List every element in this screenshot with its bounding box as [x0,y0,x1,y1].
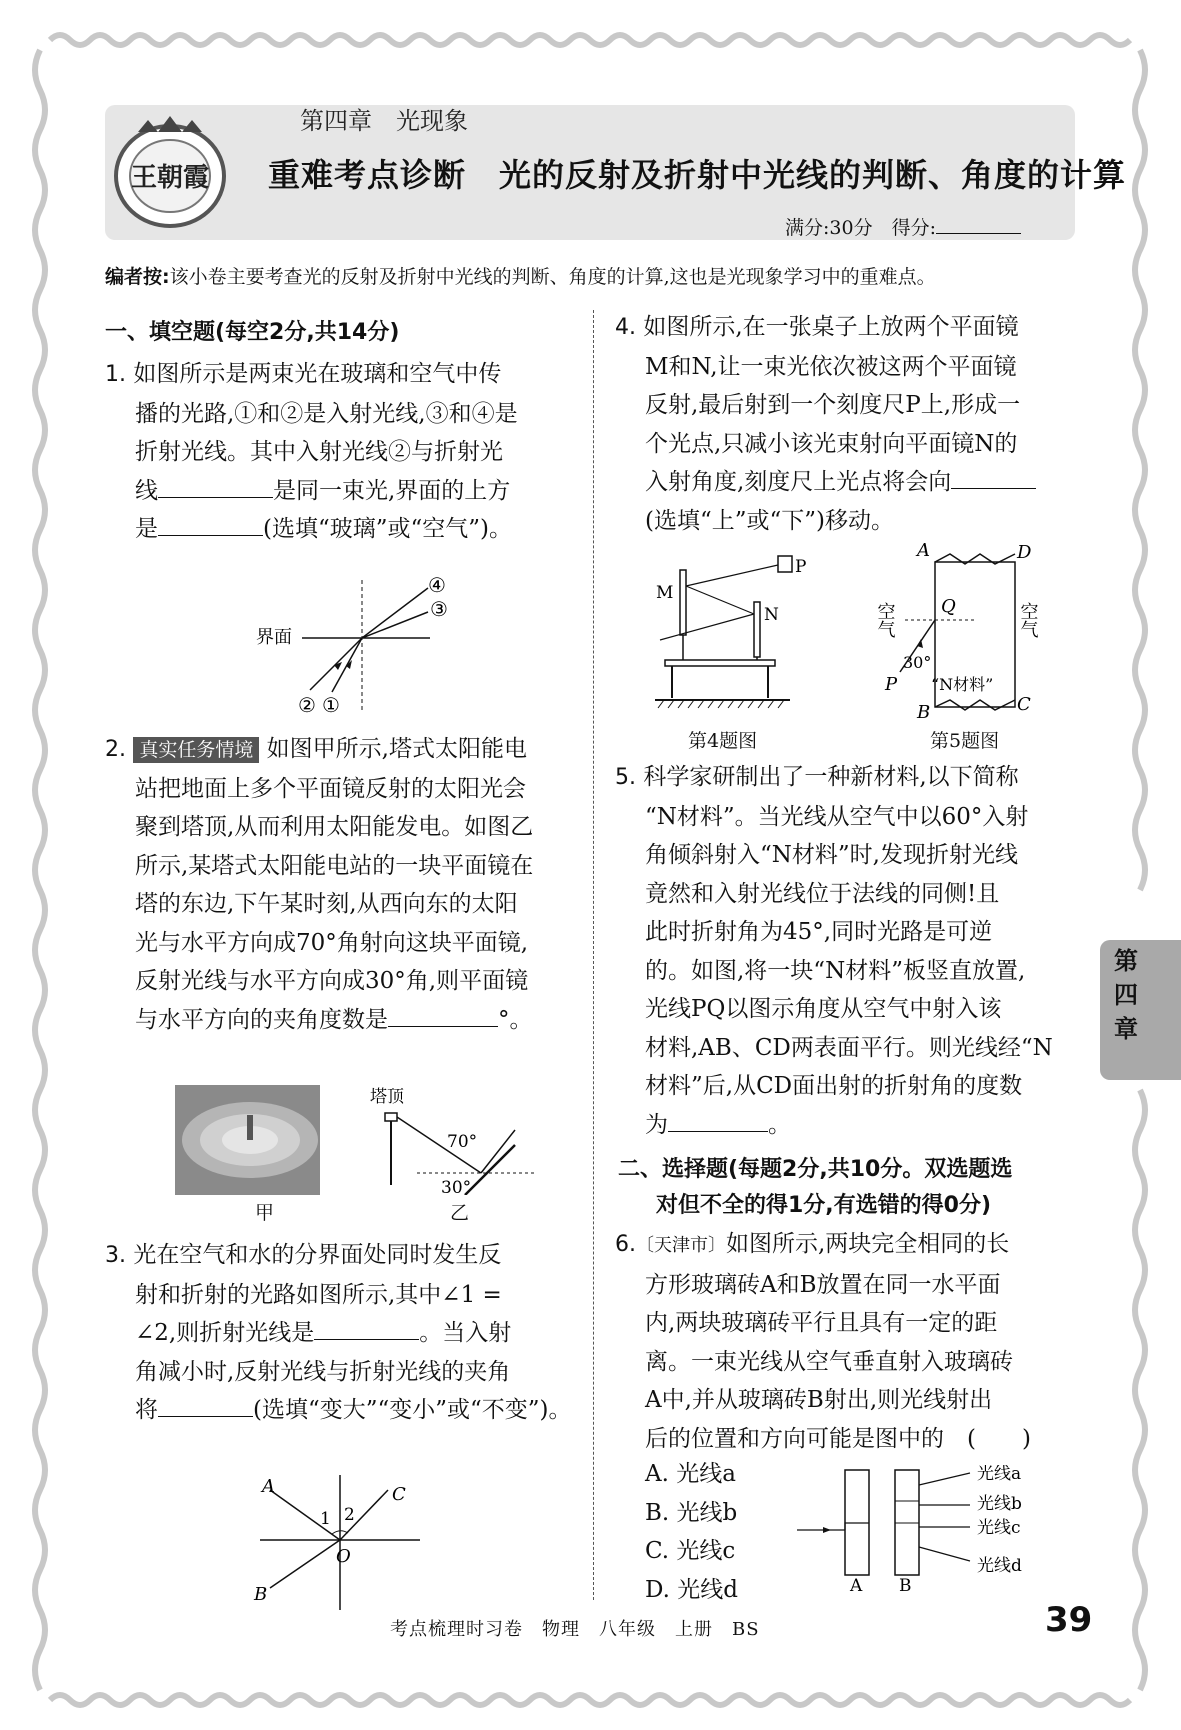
q3-number: 3. [105,1243,126,1268]
q5-line9: 材料”后,从CD面出射的折射角的度数 [645,1073,1023,1099]
q6-fig-ray-c: 光线c [977,1518,1021,1538]
q1-line5b: (选填“玻璃”或“空气”)。 [263,516,512,542]
q1-mark-4: ④ [428,573,446,597]
q6-number: 6. [615,1232,636,1257]
q2-fig-angle-30: 30° [441,1178,472,1195]
q1-line2: 播的光路,①和②是入射光线,③和④是 [135,400,518,427]
q3-fig-A: A [262,1476,275,1497]
question-3 [105,1236,580,1430]
q3-line3b: 。当入射 [419,1320,512,1346]
q2-caption-a: 甲 [255,1202,275,1224]
question-5 [615,758,1090,1144]
q6-fig-label-A: A [850,1576,863,1595]
q3-line2: 射和折射的光路如图所示,其中∠1 = [135,1281,502,1308]
q3-fig-B: B [254,1584,268,1605]
q5-line8: 材料,AB、CD两表面平行。则光线经“N [645,1034,1053,1061]
q4-line3: 反射,最后射到一个刻度尺P上,形成一 [645,392,1021,418]
q2-line5: 塔的东边,下午某时刻,从西向东的太阳 [135,891,518,917]
q5-line1: 科学家研制出了一种新材料,以下简称 [643,764,1019,790]
q4-fig-P: P [795,557,807,577]
q4-number: 4. [615,315,636,340]
column-divider [593,310,594,1600]
question-1 [105,355,575,549]
q1-blank-1[interactable] [158,474,273,498]
q4-line6: (选填“上”或“下”)移动。 [645,507,894,534]
q3-line5b: (选填“变大”“变小”或“不变”)。 [253,1397,572,1423]
q1-line5a: 是 [135,516,158,542]
q6-line5: A中,并从玻璃砖B射出,则光线射出 [645,1387,993,1413]
editor-note [105,262,936,289]
q5-line10a: 为 [645,1111,668,1138]
q4-caption: 第4题图 [688,730,758,752]
chapter-side-tab [1100,940,1181,1080]
q4-fig-M: M [656,583,674,603]
q2-photo [175,1085,320,1195]
logo-text: 王朝霞 [130,163,210,193]
q2-caption-b: 乙 [450,1202,470,1224]
q4-line1: 如图所示,在一张桌子上放两个平面镜 [643,314,1019,340]
q1-mark-1: ① [322,693,340,717]
q5-line2: “N材料”。当光线从空气中以60°入射 [645,803,1029,830]
q5-number: 5. [615,765,636,790]
q2-fig-tower-label: 塔顶 [370,1087,404,1107]
q4-line2: M和N,让一束光依次被这两个平面镜 [645,353,1017,380]
q5-line7: 光线PQ以图示角度从空气中射入该 [645,996,1002,1022]
q6-options [645,1455,738,1609]
q5-caption: 第5题图 [930,730,1000,752]
q5-line10b: 。 [768,1111,791,1138]
q5-fig-D: D [1017,542,1032,563]
q5-fig-air-right: 空气 [1017,602,1039,638]
q6-option-b[interactable]: B. 光线b [645,1499,738,1526]
q5-fig-Q: Q [941,596,956,617]
q3-figure [250,1470,430,1610]
q5-fig-air-left: 空气 [874,602,896,638]
q2-fig-angle-70: 70° [447,1132,478,1152]
q5-line6: 的。如图,将一块“N材料”板竖直放置, [645,957,1026,984]
q1-mark-2: ② [298,693,316,717]
page-number: 39 [1045,1600,1093,1640]
page-title: 重难考点诊断 光的反射及折射中光线的判断、角度的计算 [268,156,1127,194]
q2-line3: 聚到塔顶,从而利用太阳能发电。如图乙 [135,814,534,840]
q5-figure [865,542,1055,722]
q5-fig-material: “N材料” [931,675,994,694]
q5-line5: 此时折射角为45°,同时光路是可逆 [645,919,993,945]
q6-line6: 后的位置和方向可能是图中的 ( ) [645,1425,1031,1452]
q6-line3: 内,两块玻璃砖平行且具有一定的距 [645,1310,998,1336]
q4-line5a: 入射角度,刻度尺上光点将会向 [645,469,952,495]
q2-number: 2. [105,737,126,762]
q6-fig-label-B: B [899,1576,912,1595]
q6-figure [795,1465,1055,1595]
score-label: 满分:30分 得分: [785,217,936,239]
question-2 [105,730,580,1039]
q5-line3: 角倾斜射入“N材料”时,发现折射光线 [645,842,1018,868]
q1-blank-2[interactable] [158,512,263,536]
q1-figure [250,570,470,720]
q3-fig-angle-1: 1 [320,1509,331,1529]
q1-line4b: 是同一束光,界面的上方 [273,477,511,504]
q2-line6: 光与水平方向成70°角射向这块平面镜, [135,929,529,956]
q6-option-d[interactable]: D. 光线d [645,1576,738,1603]
q2-diagram [365,1085,545,1195]
q5-line4: 竟然和入射光线位于法线的同侧!且 [645,880,1000,907]
q1-fig-interface-label: 界面 [256,627,292,648]
q3-line5a: 将 [135,1397,158,1423]
q3-fig-angle-2: 2 [344,1505,355,1525]
score-line [785,213,1021,240]
logo-seal [108,112,233,232]
q2-line2: 站把地面上多个平面镜反射的太阳光会 [135,775,526,802]
q6-option-a[interactable]: A. 光线a [645,1461,736,1487]
q2-tag: 真实任务情境 [133,737,259,763]
q6-line4: 离。一束光线从空气垂直射入玻璃砖 [645,1348,1013,1375]
editor-note-label: 编者按: [105,266,170,288]
q3-line4: 角减小时,反射光线与折射光线的夹角 [135,1358,511,1385]
chapter-label: 第四章 光现象 [300,107,468,135]
q5-fig-B: B [917,702,931,722]
q5-fig-P: P [885,674,898,695]
q3-fig-O: O [336,1546,351,1567]
q4-blank[interactable] [951,465,1036,489]
footer-text: 考点梳理时习卷 物理 八年级 上册 BS [390,1619,760,1640]
q3-blank-1[interactable] [314,1316,419,1340]
question-4 [615,308,1090,540]
q2-line4: 所示,某塔式太阳能电站的一块平面镜在 [135,852,534,879]
section1-heading: 一、填空题(每空2分,共14分) [105,320,400,345]
editor-note-text: 该小卷主要考查光的反射及折射中光线的判断、角度的计算,这也是光现象学习中的重难点。 [169,266,936,288]
q6-option-c[interactable]: C. 光线c [645,1538,736,1564]
q2-line1: 如图甲所示,塔式太阳能电 [266,736,527,762]
q1-line1: 如图所示是两束光在玻璃和空气中传 [133,361,502,387]
q5-fig-A: A [917,542,930,561]
q6-line1: 如图所示,两块完全相同的长 [726,1231,1010,1257]
q2-blank[interactable] [388,1003,498,1027]
q3-line3a: ∠2,则折射光线是 [135,1320,315,1346]
q6-fig-ray-b: 光线b [977,1494,1022,1514]
side-tab-label: 第四章 [1114,947,1138,1043]
q1-number: 1. [105,362,126,387]
q5-fig-angle: 30° [903,653,932,672]
q2-line7: 反射光线与水平方向成30°角,则平面镜 [135,968,529,994]
q6-line2: 方形玻璃砖A和B放置在同一水平面 [645,1271,1001,1298]
section2-heading [618,1152,1012,1224]
score-blank[interactable] [936,214,1021,234]
section2-line2: 对但不全的得1分,有选错的得0分) [656,1193,992,1218]
q3-fig-C: C [392,1484,406,1505]
q6-fig-ray-a: 光线a [977,1465,1022,1484]
section2-line1: 二、选择题(每题2分,共10分。双选题选 [618,1157,1013,1182]
q4-line4: 个光点,只减小该光束射向平面镜N的 [645,430,1018,457]
q2-line8a: 与水平方向的夹角度数是 [135,1006,388,1033]
q1-mark-3: ③ [430,597,448,621]
q1-line3: 折射光线。其中入射光线②与折射光 [135,439,503,465]
q4-fig-N: N [764,605,779,625]
question-6 [615,1225,1090,1458]
q5-blank[interactable] [668,1108,768,1132]
q4-figure [650,550,820,715]
q6-fig-ray-d: 光线d [977,1556,1022,1576]
q1-line4a: 线 [135,477,158,504]
q5-fig-C: C [1017,694,1031,715]
q3-line1: 光在空气和水的分界面处同时发生反 [133,1242,502,1268]
q2-line8b: °。 [498,1006,533,1033]
q3-blank-2[interactable] [158,1393,253,1417]
q6-source: 〔天津市〕 [636,1235,726,1256]
